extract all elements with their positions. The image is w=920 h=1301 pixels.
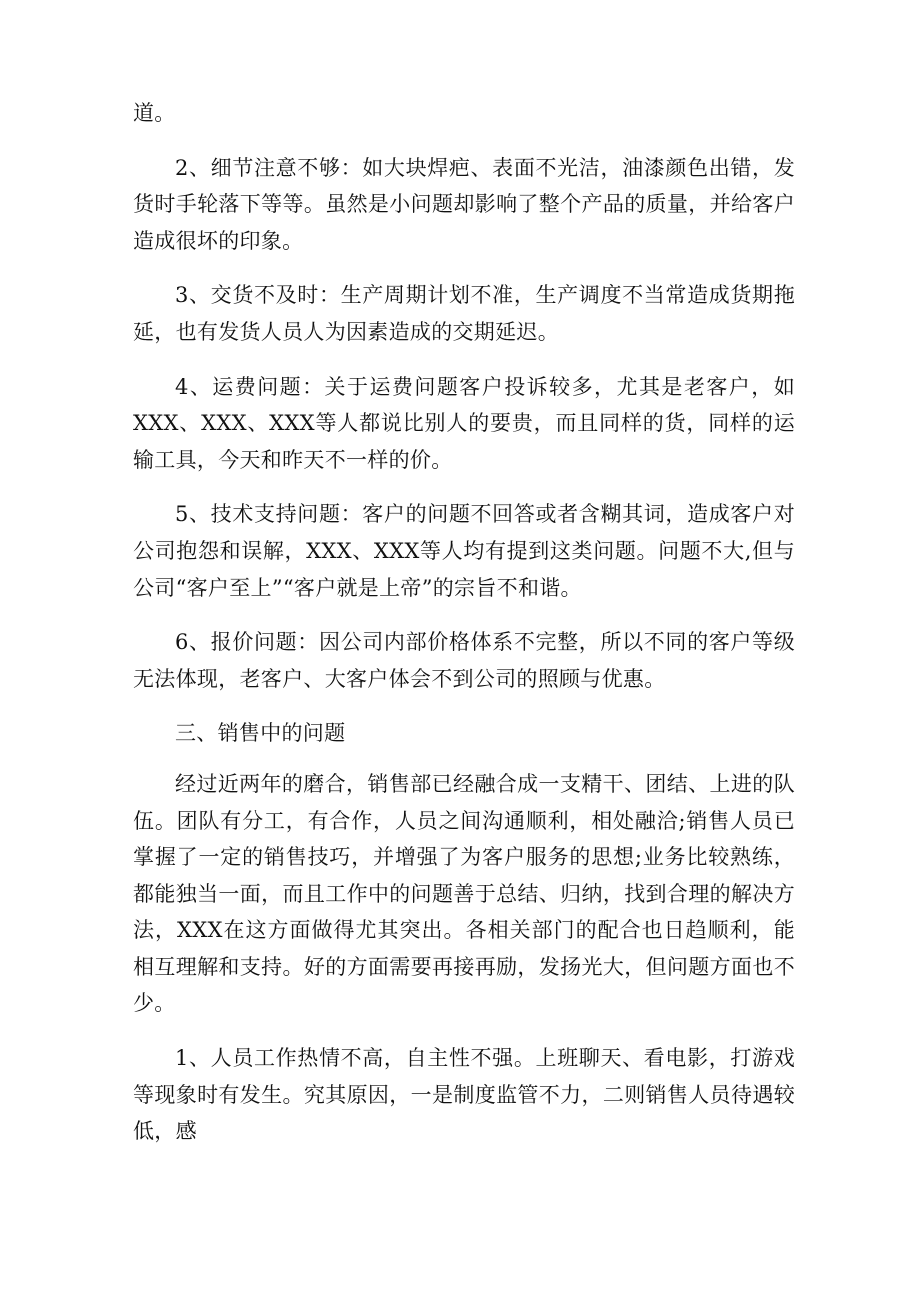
section-heading-sales-issues: 三、销售中的问题 xyxy=(175,721,346,746)
paragraph-sales-team: 经过近两年的磨合，销售部已经融合成一支精干、团结、上进的队伍。团队有分工，有合作，人员之间沟通顺利，相处融洽;销售人员已掌握了一定的销售技巧，并增强了为客户服务的思想;业务比较熟练，都能独当一面，而且工作中的问题善于总结、归纳，找到合理的解决方法，XXX在这方面做得尤其突出。各相关部门的配合也日趋顺利，能相互理解和支持。好的方面需要再接再励，发扬光大，但问题方面也不少。 xyxy=(133,771,795,1016)
document-page xyxy=(133,95,795,1160)
paragraph-delivery-issue: 3、交货不及时：生产周期计划不准，生产调度不当常造成货期拖延，也有发货人员人为因素造成的交期延迟。 xyxy=(133,283,795,344)
paragraph-staff-enthusiasm: 1、人员工作热情不高，自主性不强。上班聊天、看电影，打游戏等现象时有发生。究其原因，一是制度监管不力，二则销售人员待遇较低，感 xyxy=(133,1046,795,1144)
paragraph-quote-issue: 6、报价问题：因公司内部价格体系不完整，所以不同的客户等级无法体现，老客户、大客户体会不到公司的照顾与优惠。 xyxy=(133,630,795,691)
paragraph-tech-support-issue: 5、技术支持问题：客户的问题不回答或者含糊其词，造成客户对公司抱怨和误解，XXX、XXX等人均有提到这类问题。问题不大,但与公司“客户至上”“客户就是上帝”的宗旨不和谐。 xyxy=(133,502,795,600)
paragraph-freight-issue: 4、运费问题：关于运费问题客户投诉较多，尤其是老客户，如XXX、XXX、XXX等人都说比别人的要贵，而且同样的货，同样的运输工具，今天和昨天不一样的价。 xyxy=(133,374,795,472)
paragraph-continuation: 道。 xyxy=(133,101,176,125)
paragraph-detail-issue: 2、细节注意不够：如大块焊疤、表面不光洁，油漆颜色出错，发货时手轮落下等等。虽然是小问题却影响了整个产品的质量，并给客户造成很坏的印象。 xyxy=(133,155,795,253)
